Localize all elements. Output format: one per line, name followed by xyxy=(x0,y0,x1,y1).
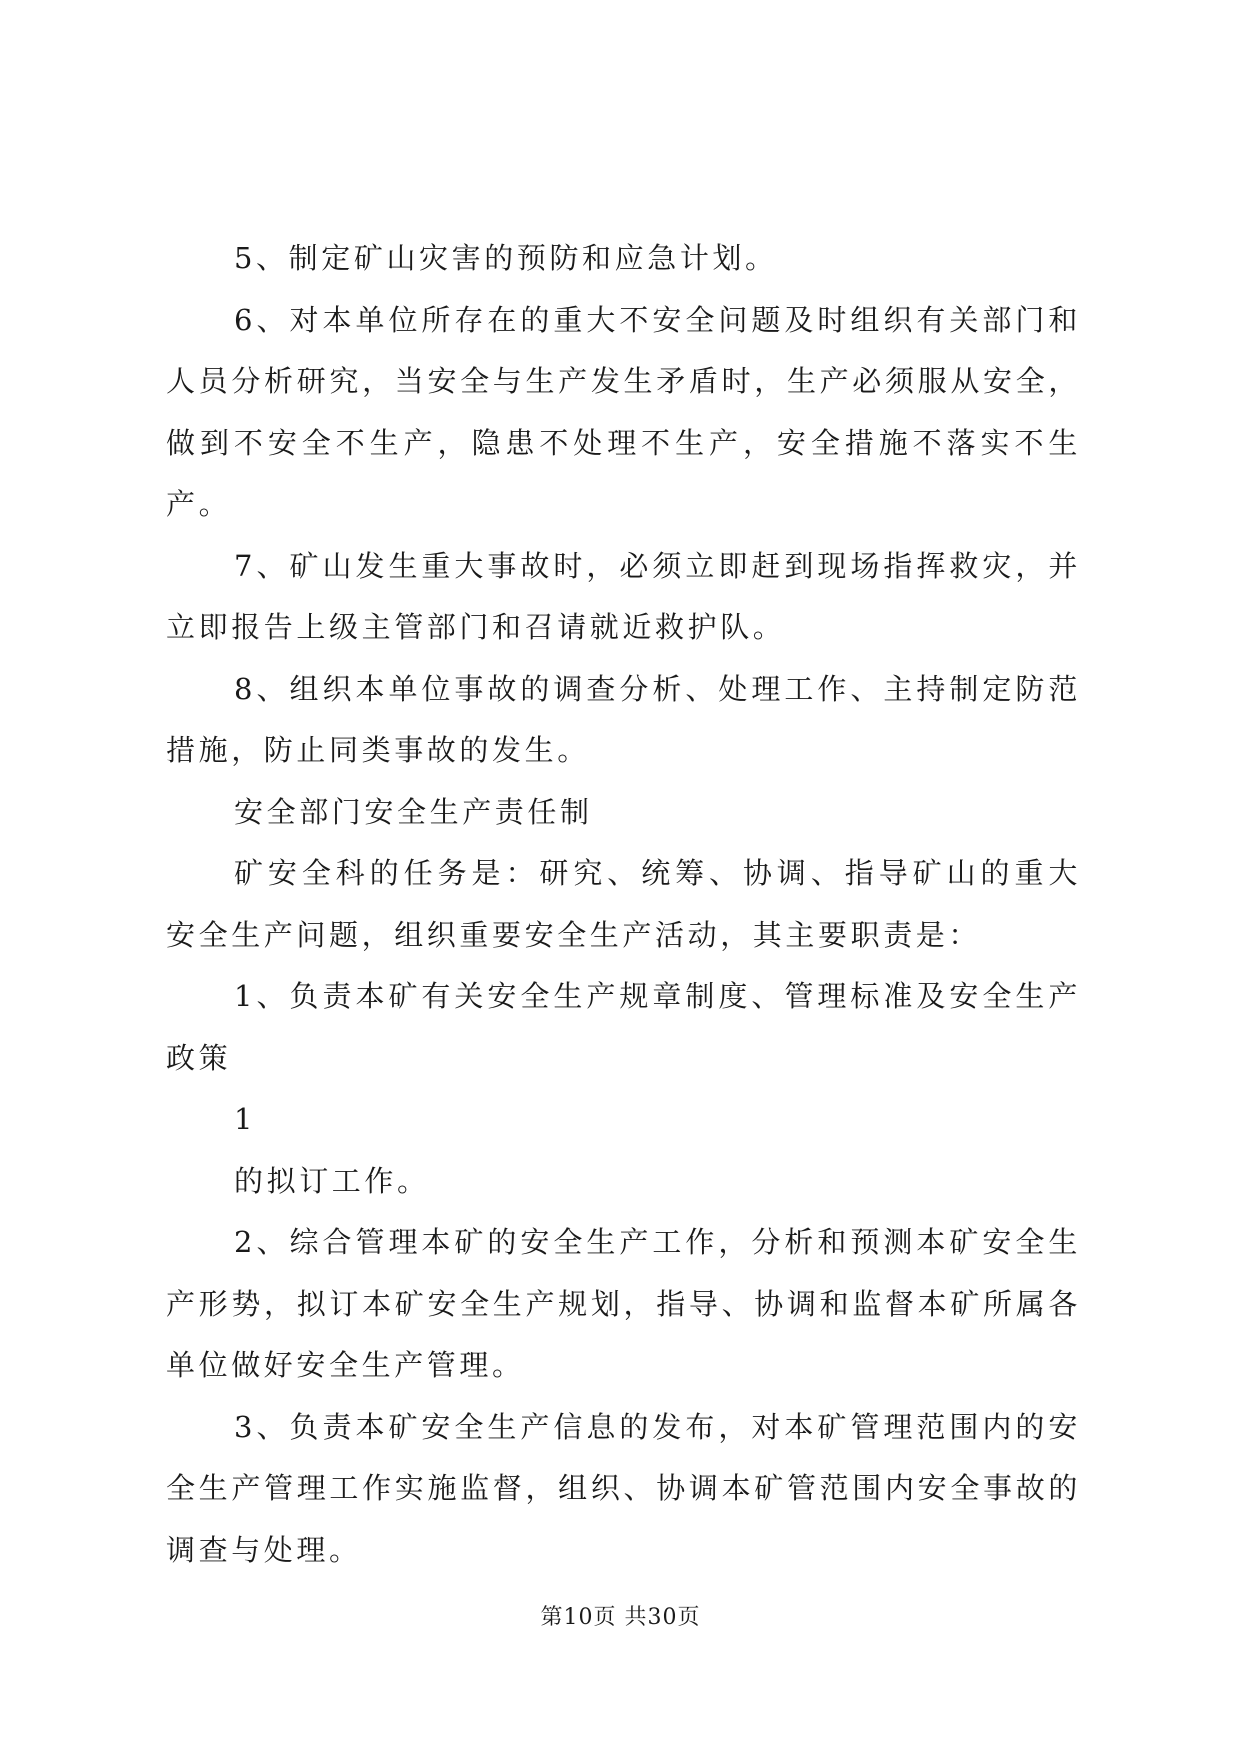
paragraph-item-5: 5、制定矿山灾害的预防和应急计划。 xyxy=(234,241,778,275)
duty-item-2: 2、综合管理本矿的安全生产工作，分析和预测本矿安全生产形势，拟订本矿安全生产规划，指导、协调和监督本矿所属各单位做好安全生产管理。 xyxy=(166,1225,1081,1382)
paragraph-item-8: 8、组织本单位事故的调查分析、处理工作、主持制定防范措施，防止同类事故的发生。 xyxy=(166,671,1081,767)
duty-item-1-continued: 的拟订工作。 xyxy=(234,1163,430,1198)
paragraph-item-6: 6、对本单位所存在的重大不安全问题及时组织有关部门和人员分析研究，当安全与生产发生矛盾时，生产必须服从安全，做到不安全不生产，隐患不处理不生产，安全措施不落实不生产。 xyxy=(166,302,1081,521)
section-heading: 安全部门安全生产责任制 xyxy=(234,794,593,829)
page-footer: 第10页 共30页 xyxy=(540,1605,701,1630)
section-intro: 矿安全科的任务是：研究、统筹、协调、指导矿山的重大安全生产问题，组织重要安全生产活动，其主要职责是： xyxy=(166,856,1081,952)
paragraph-item-7: 7、矿山发生重大事故时，必须立即赶到现场指挥救灾，并立即报告上级主管部门和召请就近救护队。 xyxy=(166,548,1081,644)
inline-page-number: 1 xyxy=(234,1102,257,1136)
duty-item-1: 1、负责本矿有关安全生产规章制度、管理标准及安全生产政策 xyxy=(166,979,1081,1075)
document-body xyxy=(166,228,1081,1581)
duty-item-3: 3、负责本矿安全生产信息的发布，对本矿管理范围内的安全生产管理工作实施监督，组织、协调本矿管范围内安全事故的调查与处理。 xyxy=(166,1409,1081,1567)
